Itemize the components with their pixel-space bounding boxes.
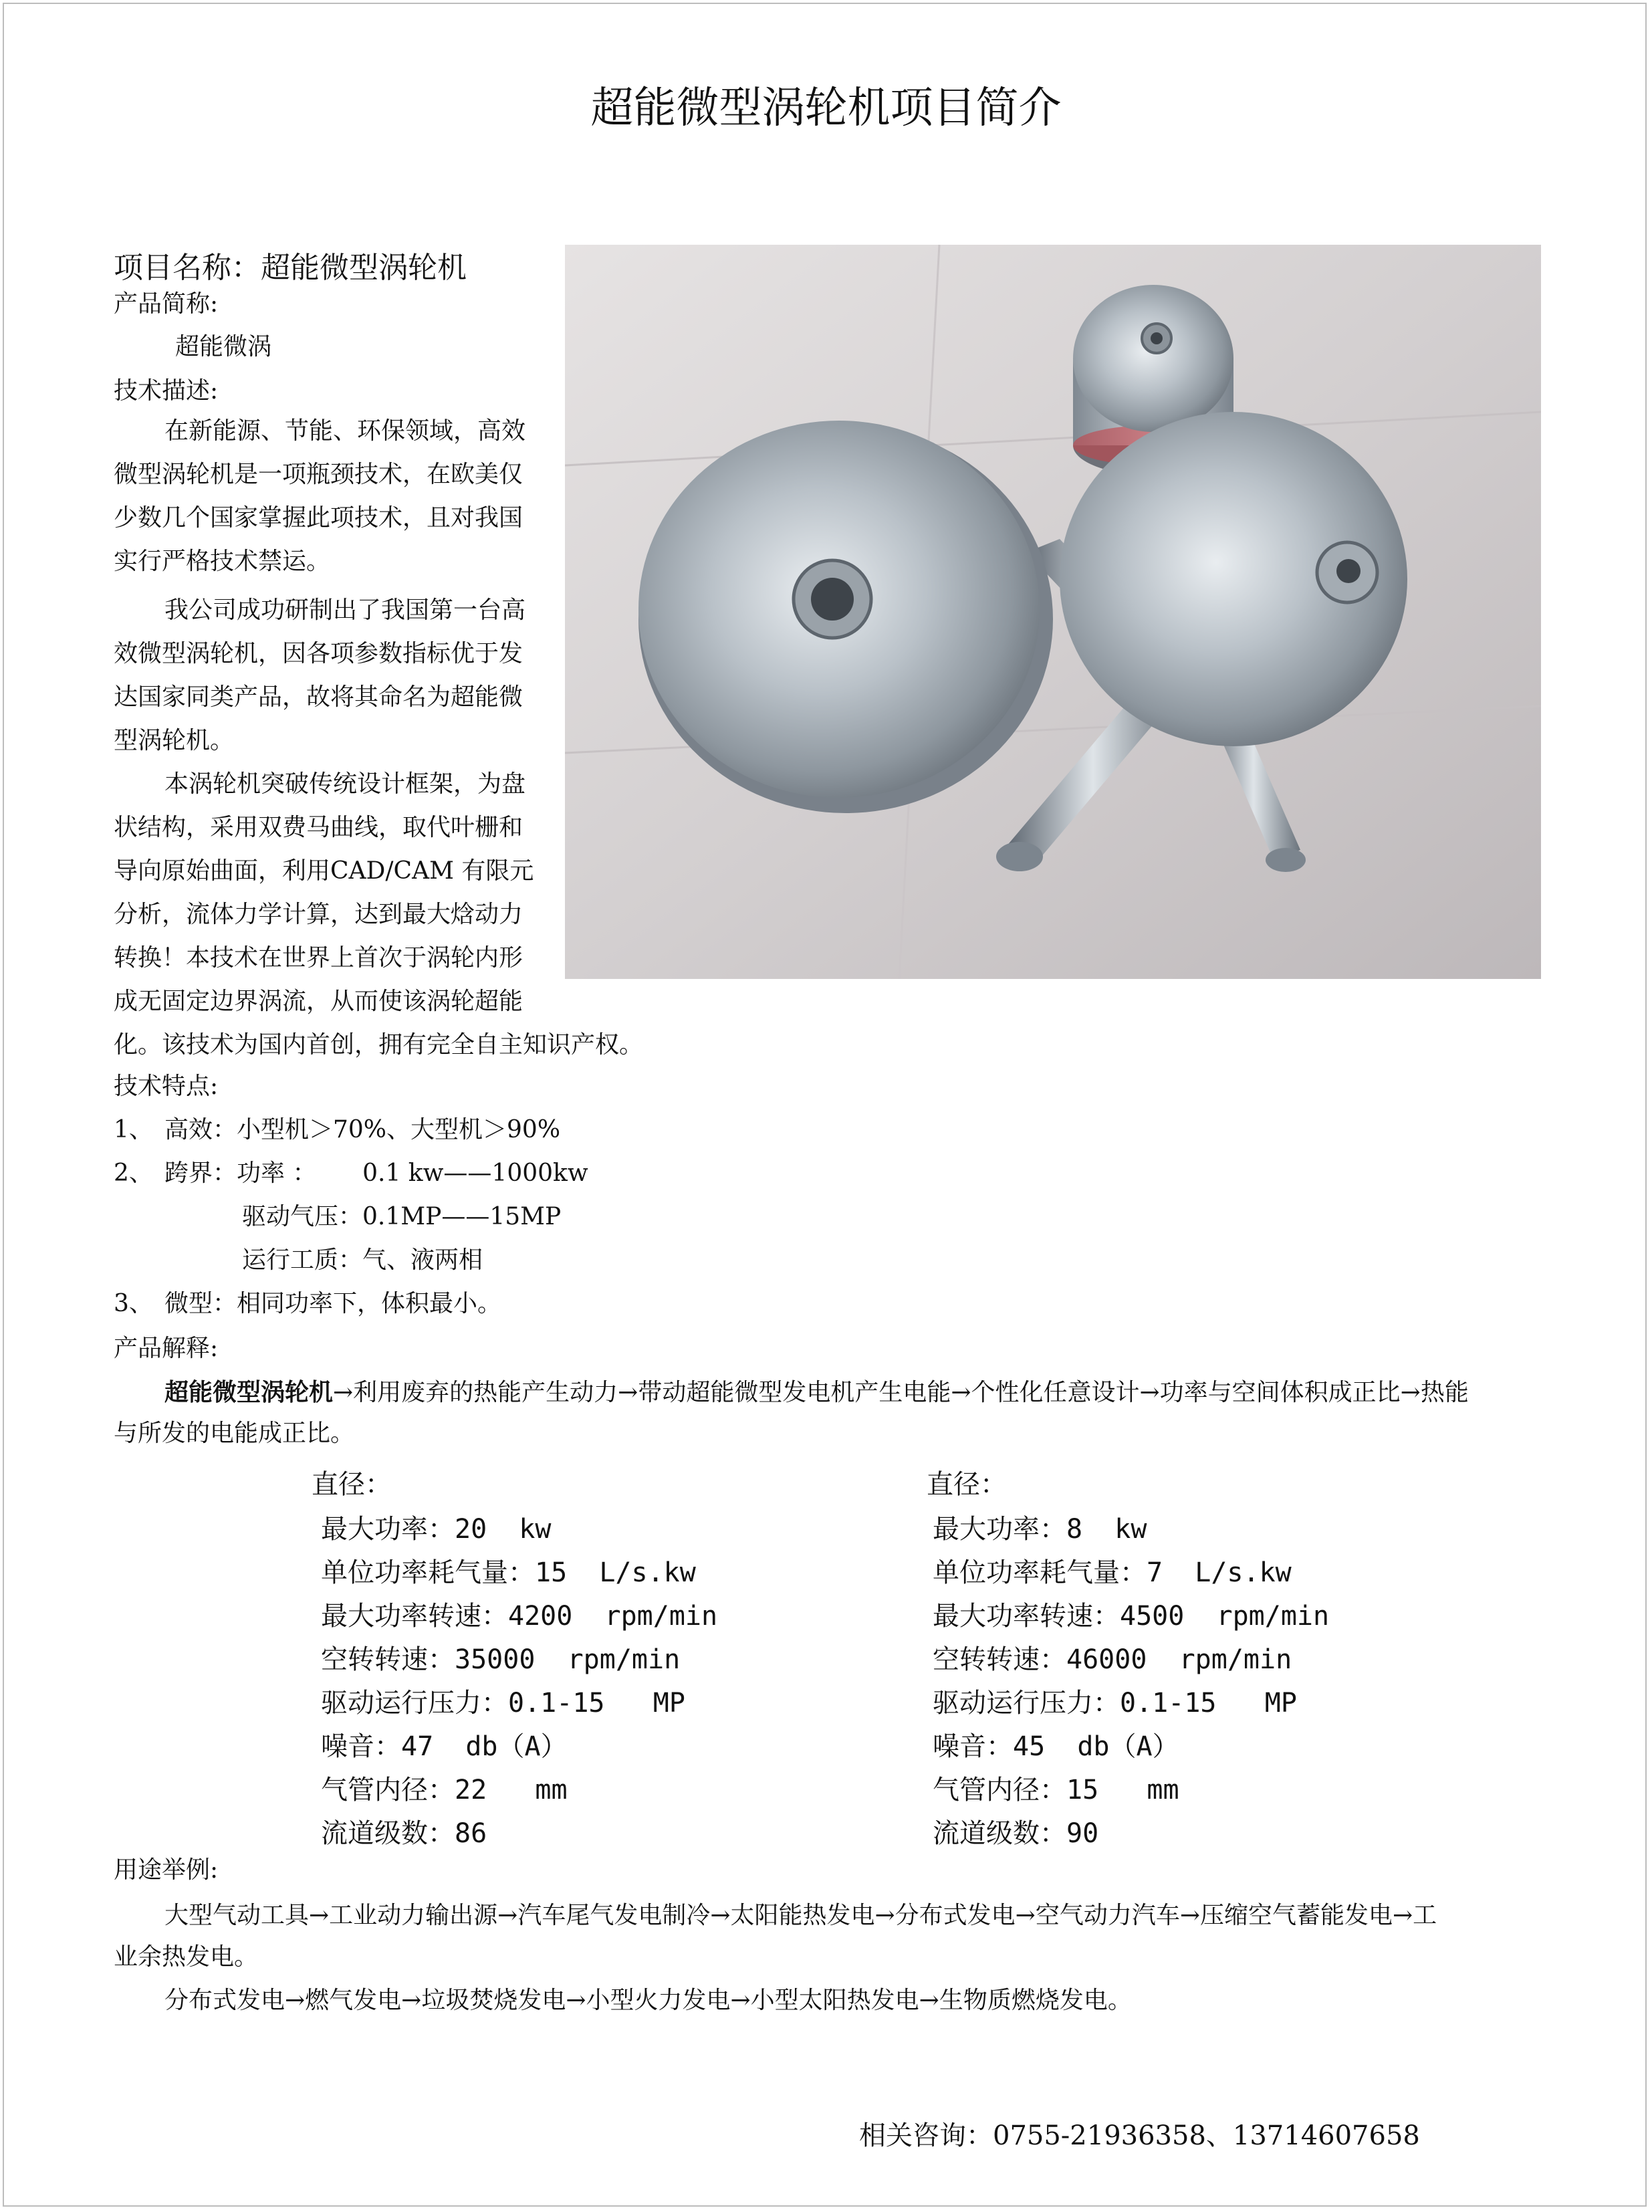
spec-right-drive-pressure: 驱动运行压力：0.1-15 MP — [933, 1688, 1297, 1719]
feature-2-line-3: 运行工质：气、液两相 — [242, 1246, 483, 1274]
spec-left-air-consumption: 单位功率耗气量：15 L/s.kw — [321, 1557, 696, 1588]
feature-1-text: 高效：小型机＞70%、大型机＞90% — [164, 1116, 561, 1143]
spec-left-max-power-speed: 最大功率转速：4200 rpm/min — [321, 1601, 718, 1632]
explain-label: 产品解释: — [114, 1335, 219, 1362]
feature-3-text: 微型：相同功率下，体积最小。 — [164, 1290, 502, 1317]
spec-left-pipe-diameter: 气管内径：22 mm — [321, 1775, 568, 1805]
spec-right-diameter: 直径： — [927, 1469, 1007, 1500]
desc-line: 达国家同类产品，故将其命名为超能微 — [114, 683, 523, 711]
feature-2-line-1: 跨界：功率 ： 0.1 kw——1000kw — [164, 1159, 588, 1187]
page-title: 超能微型涡轮机项目简介 — [590, 84, 1062, 133]
usage-label: 用途举例: — [114, 1856, 219, 1884]
explain-chain: →利用废弃的热能产生动力→带动超能微型发电机产生电能→个性化任意设计→功率与空间体积成正比→热能 — [333, 1379, 1469, 1406]
desc-line: 微型涡轮机是一项瓶颈技术，在欧美仅 — [114, 461, 523, 488]
desc-line: 成无固定边界涡流，从而使该涡轮超能 — [114, 988, 523, 1015]
product-short-label: 产品简称: — [114, 290, 219, 318]
turbine-photo-illustration — [565, 245, 1541, 979]
spec-right-noise: 噪音：45 db（A） — [933, 1731, 1179, 1762]
spec-left-max-power: 最大功率：20 kw — [321, 1514, 552, 1545]
spec-right-flow-stages: 流道级数：90 — [933, 1818, 1099, 1849]
desc-line: 导向原始曲面，利用CAD/CAM 有限元 — [114, 857, 534, 885]
desc-line: 化。该技术为国内首创，拥有完全自主知识产权。 — [114, 1031, 644, 1059]
spec-left-diameter: 直径： — [312, 1469, 392, 1500]
feature-2-number: 2、 — [114, 1159, 153, 1187]
usage-line-2: 业余热发电。 — [114, 1943, 259, 1971]
contact-info: 相关咨询：0755-21936358、13714607658 — [859, 2120, 1420, 2151]
desc-line: 本涡轮机突破传统设计框架，为盘 — [164, 770, 526, 798]
desc-line: 在新能源、节能、环保领域，高效 — [164, 417, 526, 445]
spec-left-drive-pressure: 驱动运行压力：0.1-15 MP — [321, 1688, 685, 1719]
tech-desc-label: 技术描述: — [114, 377, 219, 405]
turbine-photo — [565, 245, 1541, 979]
project-name-heading: 项目名称：超能微型涡轮机 — [114, 251, 467, 285]
spec-right-air-consumption: 单位功率耗气量：7 L/s.kw — [933, 1557, 1292, 1588]
desc-line: 分析，流体力学计算，达到最大焓动力 — [114, 901, 523, 928]
desc-line: 型涡轮机。 — [114, 727, 235, 754]
explain-line-2: 与所发的电能成正比。 — [114, 1420, 355, 1447]
desc-line: 实行严格技术禁运。 — [114, 548, 331, 575]
feature-2-line-2: 驱动气压：0.1MP——15MP — [242, 1203, 562, 1230]
desc-line: 少数几个国家掌握此项技术，且对我国 — [114, 504, 523, 532]
features-label: 技术特点: — [114, 1073, 219, 1100]
spec-right-pipe-diameter: 气管内径：15 mm — [933, 1775, 1179, 1805]
spec-left-flow-stages: 流道级数：86 — [321, 1818, 487, 1849]
usage-line-1: 大型气动工具→工业动力输出源→汽车尾气发电制冷→太阳能热发电→分布式发电→空气动力汽车→压缩空气蓄能发电→工 — [164, 1902, 1437, 1929]
product-short-name: 超能微涡 — [175, 333, 272, 360]
desc-line: 效微型涡轮机，因各项参数指标优于发 — [114, 640, 523, 667]
spec-left-noise: 噪音：47 db（A） — [321, 1731, 568, 1762]
feature-1-number: 1、 — [114, 1116, 153, 1143]
usage-line-3: 分布式发电→燃气发电→垃圾焚烧发电→小型火力发电→小型太阳热发电→生物质燃烧发电。 — [164, 1987, 1132, 2014]
explain-line-1 — [164, 1377, 1469, 1408]
feature-3-number: 3、 — [114, 1290, 153, 1317]
desc-line: 状结构，采用双费马曲线，取代叶栅和 — [114, 814, 523, 841]
spec-left-idle-speed: 空转转速：35000 rpm/min — [321, 1644, 681, 1675]
explain-product-name: 超能微型涡轮机 — [164, 1378, 334, 1406]
spec-right-idle-speed: 空转转速：46000 rpm/min — [933, 1644, 1292, 1675]
spec-right-max-power: 最大功率：8 kw — [933, 1514, 1147, 1545]
spec-right-max-power-speed: 最大功率转速：4500 rpm/min — [933, 1601, 1330, 1632]
desc-line: 我公司成功研制出了我国第一台高 — [164, 596, 526, 624]
desc-line: 转换！本技术在世界上首次于涡轮内形 — [114, 944, 523, 972]
